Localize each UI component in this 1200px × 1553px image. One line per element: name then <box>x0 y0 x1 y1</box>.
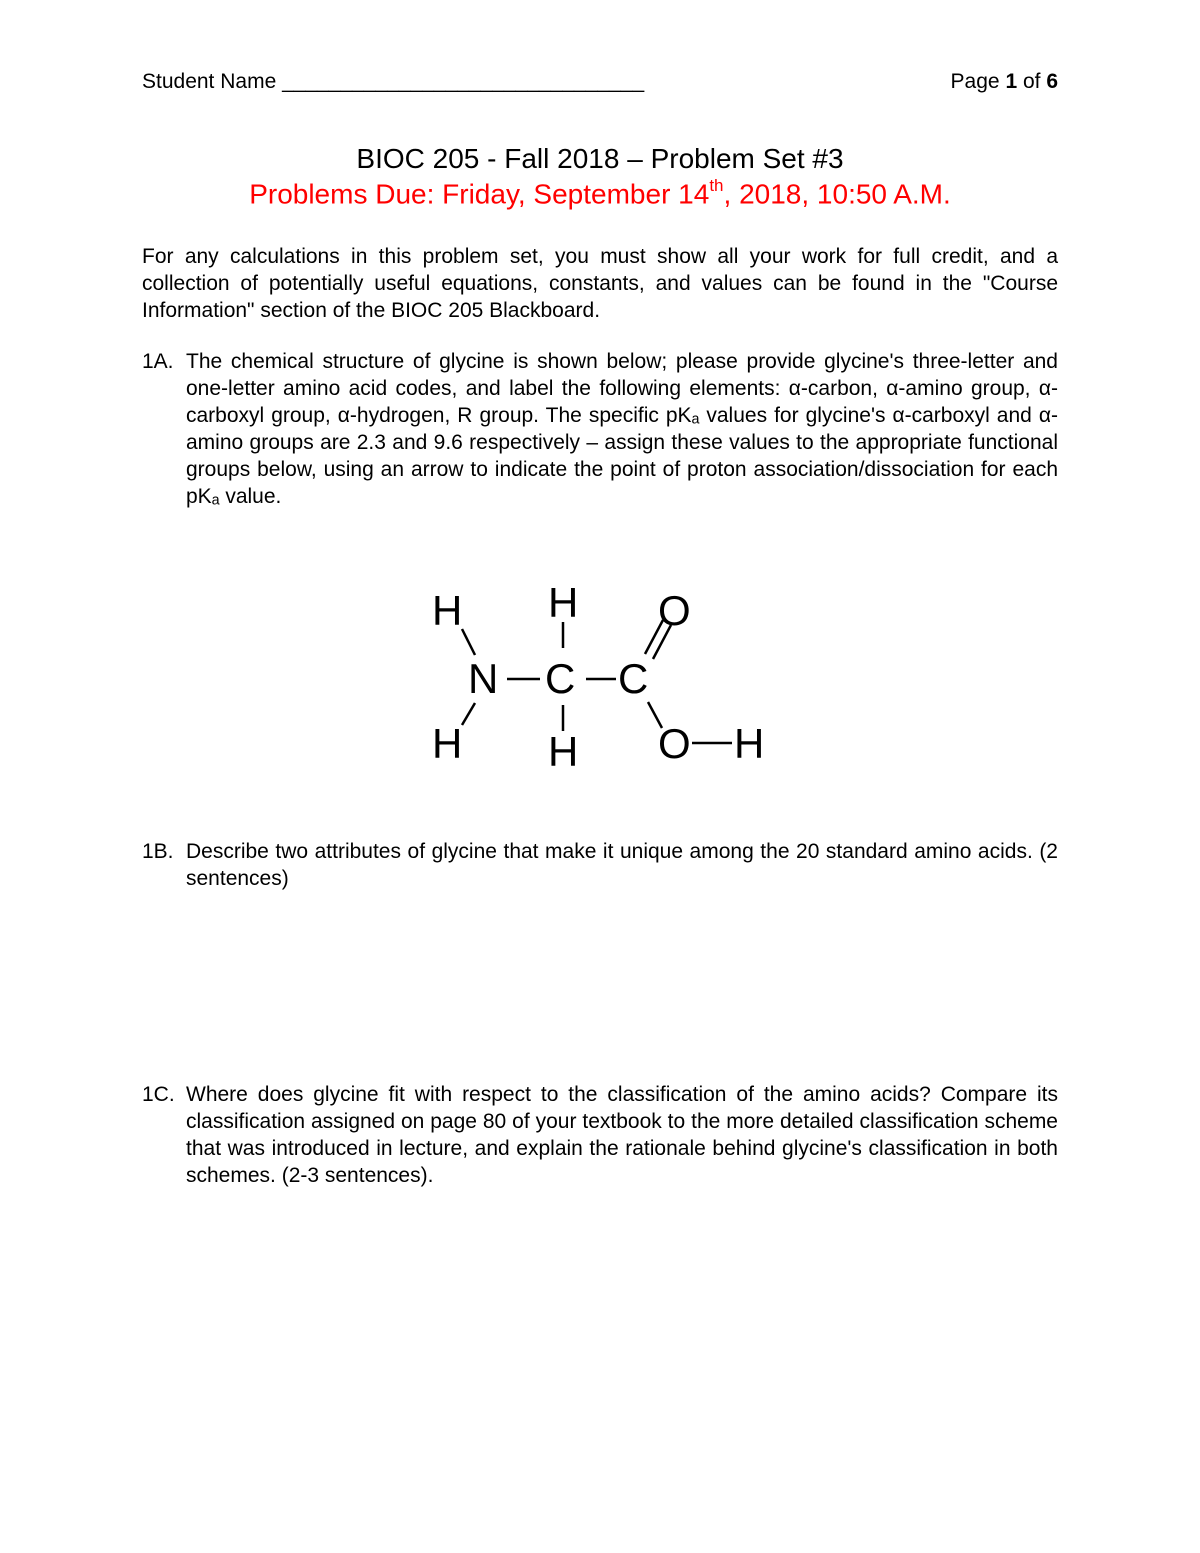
due-prefix: Problems Due: Friday, September 14 <box>249 178 710 210</box>
atom-h-bottom-center: H <box>548 728 579 775</box>
atom-h-right: H <box>734 720 765 767</box>
atom-o-bottom: O <box>658 720 691 767</box>
atom-h-top-center: H <box>548 579 579 626</box>
question-number: 1B. <box>142 840 174 863</box>
atom-c-alpha: C <box>545 655 576 702</box>
intro-paragraph: For any calculations in this problem set, you must show all your work for full credit, and a collection of potentially useful equations, constants, and values can be found in the "Course Information" section of the BIOC 205 Blackboard. <box>142 245 1058 322</box>
due-date <box>0 178 1200 210</box>
page-title: BIOC 205 - Fall 2018 – Problem Set #3 <box>356 143 844 174</box>
atom-h-top-left: H <box>432 587 463 634</box>
page-number <box>951 70 1058 94</box>
due-superscript: th <box>709 176 724 195</box>
atom-o-top: O <box>658 587 691 634</box>
page-prefix: Page <box>950 70 1006 93</box>
student-name-field: Student Name _______________________________ <box>142 70 645 93</box>
question-text: The chemical structure of glycine is shown below; please provide glycine's three-letter and one-letter amino acid codes, and label the following elements: α-carbon, α-amino group, α-carboxyl group, α-hydrogen, R group. The specific pKₐ values for glycine's α-carboxyl and α-amino groups are 2.3 and 9.6 respectively – assign these values to the appropriate functional groups below, using an arrow to indicate the point of proton association/dissociation for each pKₐ value. <box>186 350 1058 508</box>
atom-n: N <box>468 655 499 702</box>
glycine-structure-diagram <box>420 575 790 790</box>
question-number: 1A. <box>142 350 174 373</box>
question-number: 1C. <box>142 1083 175 1106</box>
question-1a <box>142 348 1058 510</box>
page-current: 1 <box>1005 70 1018 93</box>
page-total: 6 <box>1046 70 1058 93</box>
due-suffix: , 2018, 10:50 A.M. <box>723 178 951 210</box>
question-1b <box>142 838 1058 892</box>
question-1c <box>142 1081 1058 1189</box>
page-header <box>142 70 1058 100</box>
page-of: of <box>1017 70 1047 93</box>
bond-h-n-bottom <box>462 703 475 725</box>
atom-h-bottom-left: H <box>432 720 463 767</box>
bond-h-n-top <box>462 629 475 655</box>
question-text: Where does glycine fit with respect to the classification of the amino acids? Compare its classification assigned on page 80 of your textbook to the more detailed classification scheme that was introduced in lecture, and explain the rationale behind glycine's classification in both schemes. (2-3 sentences). <box>186 1083 1058 1187</box>
atom-c-carboxyl: C <box>618 655 649 702</box>
question-text: Describe two attributes of glycine that make it unique among the 20 standard amino acids. (2 sentences) <box>186 840 1058 890</box>
